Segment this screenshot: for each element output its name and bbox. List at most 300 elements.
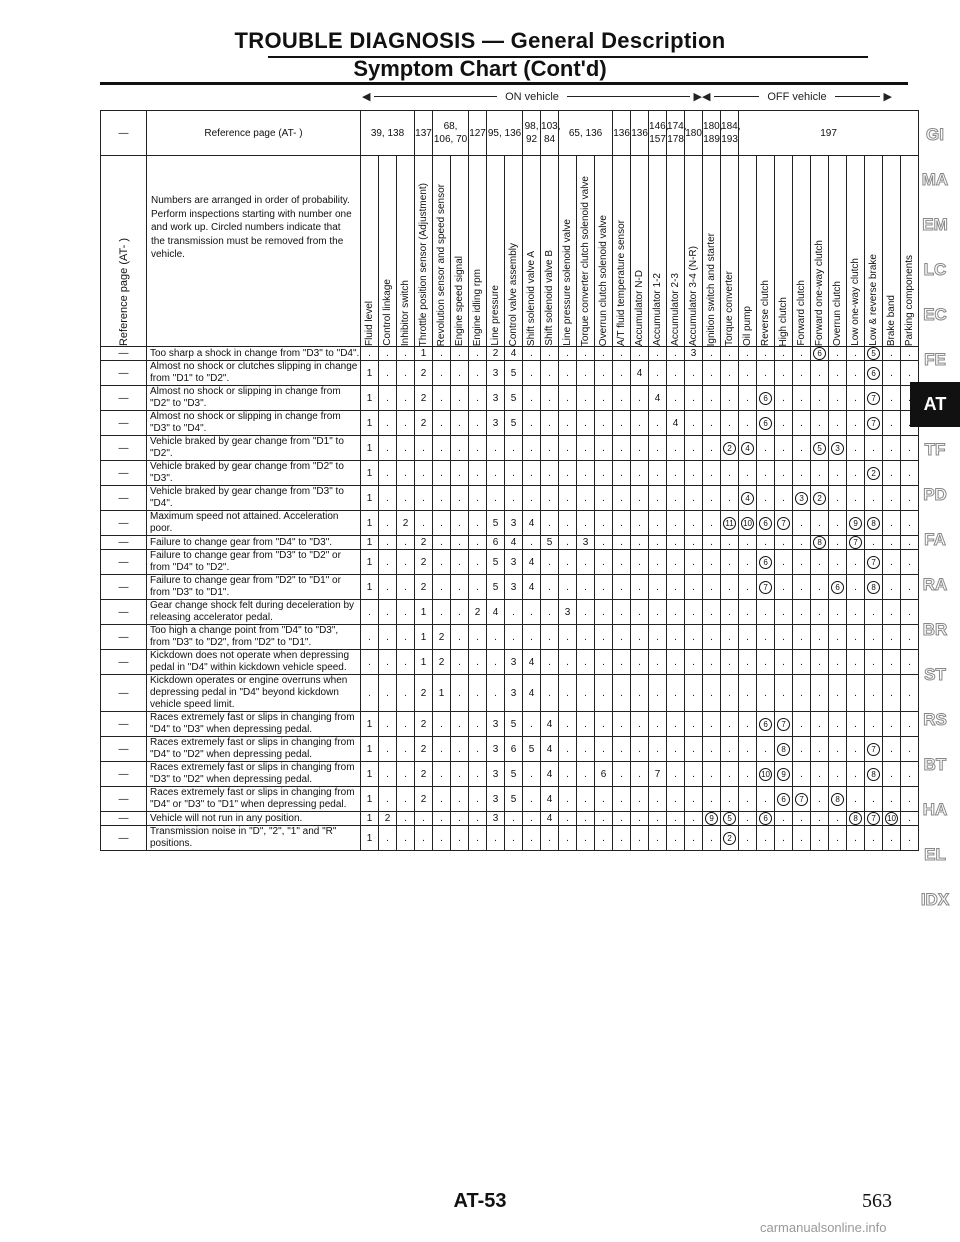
- priority-value: .: [800, 537, 803, 548]
- priority-cell: [451, 826, 469, 851]
- priority-value: 3: [492, 367, 499, 379]
- priority-cell: [829, 361, 847, 386]
- priority-cell: [883, 575, 901, 600]
- circled-priority-cell: [847, 812, 865, 826]
- priority-value: .: [674, 813, 677, 824]
- priority-value: .: [638, 537, 641, 548]
- priority-value: .: [602, 537, 605, 548]
- priority-cell: [847, 737, 865, 762]
- symptom-row: [101, 436, 919, 461]
- priority-cell: [649, 461, 667, 486]
- priority-value: .: [584, 606, 587, 618]
- priority-cell: [829, 536, 847, 550]
- priority-value: .: [908, 367, 911, 379]
- priority-value: .: [602, 832, 605, 844]
- priority-cell: [415, 737, 433, 762]
- priority-value: .: [782, 631, 785, 643]
- priority-value: .: [620, 492, 623, 504]
- priority-value: .: [854, 832, 857, 844]
- priority-value: 2: [420, 581, 427, 593]
- circled-priority-cell: [739, 511, 757, 536]
- priority-value: .: [440, 467, 443, 479]
- priority-value: 8: [777, 743, 790, 756]
- priority-value: .: [674, 718, 677, 730]
- priority-value: .: [566, 517, 569, 529]
- column-header-text: Reverse clutch: [759, 279, 771, 346]
- priority-value: .: [656, 656, 659, 668]
- priority-cell: [667, 386, 685, 411]
- priority-value: .: [458, 743, 461, 755]
- priority-cell: [721, 737, 739, 762]
- priority-cell: [739, 826, 757, 851]
- circled-priority-cell: [793, 787, 811, 812]
- priority-cell: [487, 436, 505, 461]
- priority-cell: [433, 511, 451, 536]
- priority-cell: [469, 386, 487, 411]
- priority-cell: [649, 737, 667, 762]
- symptom-row: [101, 762, 919, 787]
- symptom-row: [101, 347, 919, 361]
- priority-value: .: [584, 768, 587, 780]
- priority-value: .: [674, 467, 677, 479]
- priority-cell: [775, 826, 793, 851]
- priority-cell: [631, 737, 649, 762]
- section-tab-rs[interactable]: RS: [923, 710, 947, 729]
- column-header: [739, 156, 757, 347]
- priority-value: .: [458, 367, 461, 379]
- priority-value: .: [836, 631, 839, 643]
- priority-value: .: [602, 417, 605, 429]
- priority-cell: [397, 737, 415, 762]
- priority-value: .: [476, 656, 479, 668]
- priority-value: .: [818, 793, 821, 805]
- priority-value: 5: [510, 718, 517, 730]
- priority-cell: [559, 486, 577, 511]
- priority-value: .: [656, 832, 659, 844]
- priority-value: .: [764, 631, 767, 643]
- priority-value: .: [692, 743, 695, 755]
- priority-value: 11: [723, 517, 736, 530]
- priority-value: 3: [582, 537, 589, 548]
- priority-cell: [505, 461, 523, 486]
- priority-cell: [541, 536, 559, 550]
- symptom-description: Failure to change gear from "D2" to "D1" or from "D3" to "D1".: [147, 575, 361, 600]
- priority-cell: [505, 787, 523, 812]
- priority-cell: [415, 575, 433, 600]
- priority-cell: [775, 361, 793, 386]
- priority-value: .: [656, 793, 659, 805]
- priority-value: .: [368, 656, 371, 668]
- priority-value: 4: [672, 417, 679, 429]
- priority-value: 3: [492, 718, 499, 730]
- priority-value: 3: [492, 743, 499, 755]
- priority-cell: [883, 386, 901, 411]
- priority-cell: [559, 436, 577, 461]
- priority-value: 5: [492, 517, 499, 529]
- priority-value: 6: [777, 793, 790, 806]
- priority-cell: [541, 625, 559, 650]
- priority-cell: [559, 625, 577, 650]
- priority-cell: [865, 787, 883, 812]
- symptom-description: Kickdown does not operate when depressing pedal in "D4" within kickdown vehicle speed.: [147, 650, 361, 675]
- priority-value: .: [548, 467, 551, 479]
- priority-cell: [397, 712, 415, 737]
- priority-value: .: [602, 606, 605, 618]
- priority-value: .: [710, 832, 713, 844]
- priority-value: .: [908, 718, 911, 730]
- priority-value: .: [764, 348, 767, 359]
- priority-cell: [523, 550, 541, 575]
- priority-value: 2: [492, 348, 499, 359]
- priority-cell: [595, 536, 613, 550]
- section-tab-tf[interactable]: TF: [924, 440, 946, 459]
- priority-cell: [505, 737, 523, 762]
- priority-value: .: [800, 556, 803, 568]
- priority-cell: [505, 712, 523, 737]
- symptom-description: Almost no shock or slipping in change from "D2" to "D3".: [147, 386, 361, 411]
- circled-priority-cell: [721, 826, 739, 851]
- priority-value: .: [746, 793, 749, 805]
- priority-cell: [361, 361, 379, 386]
- priority-cell: [883, 347, 901, 361]
- priority-cell: [415, 411, 433, 436]
- priority-value: .: [692, 442, 695, 454]
- priority-cell: [469, 461, 487, 486]
- column-header-row: [101, 156, 919, 347]
- priority-cell: [865, 712, 883, 737]
- priority-value: 7: [867, 417, 880, 430]
- priority-cell: [649, 411, 667, 436]
- priority-cell: [685, 436, 703, 461]
- priority-cell: [649, 787, 667, 812]
- priority-value: 2: [420, 367, 427, 379]
- priority-value: .: [404, 743, 407, 755]
- priority-value: .: [620, 537, 623, 548]
- section-tab-ha[interactable]: HA: [922, 800, 948, 819]
- priority-cell: [667, 361, 685, 386]
- column-header-text: Shift solenoid valve B: [543, 250, 555, 346]
- priority-value: .: [854, 492, 857, 504]
- section-tab-pd[interactable]: PD: [923, 485, 947, 504]
- priority-value: .: [692, 417, 695, 429]
- priority-value: 1: [366, 718, 373, 730]
- priority-value: .: [872, 718, 875, 730]
- priority-value: .: [728, 656, 731, 668]
- priority-cell: [577, 600, 595, 625]
- priority-value: .: [854, 743, 857, 755]
- priority-cell: [397, 511, 415, 536]
- priority-cell: [469, 675, 487, 712]
- priority-value: .: [620, 832, 623, 844]
- page-number: 563: [862, 1190, 892, 1212]
- priority-cell: [523, 737, 541, 762]
- priority-value: .: [620, 467, 623, 479]
- priority-value: .: [836, 718, 839, 730]
- section-tab-el[interactable]: EL: [924, 845, 946, 864]
- section-tab-lc[interactable]: LC: [923, 260, 947, 279]
- priority-value: .: [890, 492, 893, 504]
- priority-cell: [487, 347, 505, 361]
- priority-value: .: [476, 517, 479, 529]
- priority-value: .: [728, 631, 731, 643]
- priority-cell: [883, 625, 901, 650]
- priority-cell: [721, 650, 739, 675]
- priority-cell: [721, 675, 739, 712]
- circled-priority-cell: [829, 787, 847, 812]
- section-tab-ec[interactable]: EC: [923, 305, 947, 324]
- priority-cell: [757, 536, 775, 550]
- priority-cell: [739, 812, 757, 826]
- priority-value: .: [908, 556, 911, 568]
- priority-value: 6: [492, 537, 499, 548]
- priority-cell: [379, 361, 397, 386]
- column-header: [793, 156, 811, 347]
- priority-value: .: [476, 581, 479, 593]
- priority-cell: [379, 600, 397, 625]
- priority-value: .: [440, 348, 443, 359]
- priority-cell: [685, 461, 703, 486]
- section-tab-fa[interactable]: FA: [924, 530, 946, 549]
- priority-cell: [739, 737, 757, 762]
- priority-cell: [649, 536, 667, 550]
- priority-value: .: [692, 392, 695, 404]
- priority-cell: [739, 536, 757, 550]
- priority-cell: [595, 625, 613, 650]
- symptom-description: Maximum speed not attained. Acceleration poor.: [147, 511, 361, 536]
- priority-value: .: [584, 581, 587, 593]
- priority-value: .: [728, 606, 731, 618]
- priority-value: 1: [366, 392, 373, 404]
- priority-value: 1: [366, 442, 373, 454]
- priority-value: .: [656, 743, 659, 755]
- priority-value: 5: [546, 537, 553, 548]
- priority-cell: [541, 486, 559, 511]
- priority-cell: [649, 386, 667, 411]
- priority-value: .: [854, 631, 857, 643]
- priority-value: 3: [564, 606, 571, 618]
- priority-value: .: [548, 417, 551, 429]
- priority-value: .: [836, 492, 839, 504]
- circled-priority-cell: [757, 411, 775, 436]
- priority-value: .: [818, 417, 821, 429]
- priority-cell: [883, 712, 901, 737]
- priority-cell: [739, 386, 757, 411]
- priority-cell: [379, 787, 397, 812]
- section-tab-em[interactable]: EM: [922, 215, 948, 234]
- priority-value: .: [890, 367, 893, 379]
- priority-value: .: [476, 417, 479, 429]
- priority-cell: [559, 536, 577, 550]
- priority-cell: [811, 737, 829, 762]
- priority-value: 1: [366, 793, 373, 805]
- priority-value: .: [656, 718, 659, 730]
- circled-priority-cell: [865, 347, 883, 361]
- circled-priority-cell: [775, 762, 793, 787]
- priority-cell: [361, 411, 379, 436]
- priority-value: .: [764, 467, 767, 479]
- priority-cell: [451, 787, 469, 812]
- priority-cell: [541, 575, 559, 600]
- section-tab-ma[interactable]: MA: [921, 170, 949, 189]
- circled-priority-cell: [865, 361, 883, 386]
- priority-value: .: [728, 348, 731, 359]
- priority-value: 1: [366, 581, 373, 593]
- column-header: [379, 156, 397, 347]
- circled-priority-cell: [865, 812, 883, 826]
- priority-value: .: [656, 537, 659, 548]
- priority-cell: [883, 826, 901, 851]
- priority-value: .: [728, 537, 731, 548]
- priority-cell: [649, 826, 667, 851]
- priority-value: 4: [528, 687, 535, 699]
- priority-value: .: [674, 537, 677, 548]
- column-header-text: Control linkage: [381, 279, 393, 346]
- priority-cell: [487, 536, 505, 550]
- column-header-text: Torque converter: [723, 270, 735, 346]
- priority-value: .: [620, 687, 623, 699]
- priority-cell: [595, 361, 613, 386]
- priority-cell: [469, 436, 487, 461]
- section-tab-bt[interactable]: BT: [923, 755, 947, 774]
- priority-value: 4: [654, 392, 661, 404]
- priority-cell: [793, 625, 811, 650]
- priority-value: 7: [795, 793, 808, 806]
- priority-cell: [775, 347, 793, 361]
- priority-value: .: [458, 517, 461, 529]
- priority-cell: [685, 361, 703, 386]
- priority-value: .: [782, 492, 785, 504]
- priority-value: .: [422, 467, 425, 479]
- priority-value: .: [404, 581, 407, 593]
- priority-cell: [577, 436, 595, 461]
- priority-value: .: [638, 832, 641, 844]
- priority-value: 7: [867, 812, 880, 825]
- priority-value: .: [476, 537, 479, 548]
- priority-value: .: [692, 656, 695, 668]
- priority-value: .: [692, 367, 695, 379]
- priority-value: .: [548, 492, 551, 504]
- priority-value: 1: [420, 606, 427, 618]
- priority-cell: [541, 511, 559, 536]
- priority-value: .: [656, 467, 659, 479]
- priority-value: .: [746, 656, 749, 668]
- priority-cell: [667, 511, 685, 536]
- row-ref-dash: —: [101, 461, 147, 486]
- priority-value: .: [872, 537, 875, 548]
- priority-value: 6: [813, 347, 826, 360]
- priority-cell: [523, 436, 541, 461]
- priority-cell: [577, 762, 595, 787]
- priority-cell: [433, 436, 451, 461]
- section-tab-fe[interactable]: FE: [924, 350, 946, 369]
- priority-value: 5: [510, 392, 517, 404]
- section-tab-ra[interactable]: RA: [922, 575, 948, 594]
- priority-value: .: [872, 631, 875, 643]
- section-tab-br[interactable]: BR: [922, 620, 948, 639]
- priority-cell: [775, 461, 793, 486]
- priority-value: 9: [777, 768, 790, 781]
- priority-value: 4: [546, 793, 553, 805]
- priority-cell: [379, 762, 397, 787]
- priority-cell: [685, 737, 703, 762]
- priority-cell: [667, 411, 685, 436]
- priority-value: .: [800, 367, 803, 379]
- priority-value: .: [530, 631, 533, 643]
- priority-value: .: [782, 442, 785, 454]
- priority-value: .: [548, 606, 551, 618]
- priority-cell: [577, 675, 595, 712]
- priority-cell: [595, 411, 613, 436]
- column-header: [415, 156, 433, 347]
- column-header: [811, 156, 829, 347]
- priority-value: .: [854, 348, 857, 359]
- off-vehicle-label: OFF vehicle: [767, 90, 827, 103]
- section-tab-st[interactable]: ST: [924, 665, 946, 684]
- priority-cell: [793, 812, 811, 826]
- priority-cell: [523, 486, 541, 511]
- priority-value: .: [674, 581, 677, 593]
- priority-cell: [721, 486, 739, 511]
- priority-cell: [415, 826, 433, 851]
- priority-value: .: [890, 768, 893, 780]
- priority-cell: [847, 650, 865, 675]
- priority-cell: [613, 550, 631, 575]
- priority-cell: [523, 675, 541, 712]
- section-tab-idx[interactable]: IDX: [920, 890, 950, 909]
- priority-value: .: [512, 442, 515, 454]
- priority-cell: [811, 787, 829, 812]
- circled-priority-cell: [721, 812, 739, 826]
- priority-cell: [451, 511, 469, 536]
- priority-cell: [487, 600, 505, 625]
- priority-value: .: [458, 581, 461, 593]
- priority-value: .: [386, 556, 389, 568]
- priority-value: .: [782, 556, 785, 568]
- priority-value: 6: [831, 581, 844, 594]
- priority-cell: [505, 386, 523, 411]
- priority-value: .: [746, 743, 749, 755]
- section-tab-at[interactable]: AT: [910, 382, 960, 427]
- priority-cell: [415, 347, 433, 361]
- priority-cell: [379, 486, 397, 511]
- priority-cell: [379, 812, 397, 826]
- priority-value: .: [728, 687, 731, 699]
- priority-cell: [631, 550, 649, 575]
- priority-cell: [703, 650, 721, 675]
- priority-cell: [721, 347, 739, 361]
- priority-cell: [541, 675, 559, 712]
- priority-value: .: [584, 467, 587, 479]
- priority-cell: [451, 536, 469, 550]
- priority-value: .: [584, 832, 587, 844]
- priority-value: .: [908, 467, 911, 479]
- priority-value: .: [602, 687, 605, 699]
- priority-value: .: [530, 392, 533, 404]
- priority-value: .: [620, 392, 623, 404]
- priority-value: 3: [492, 813, 499, 824]
- priority-value: .: [836, 687, 839, 699]
- priority-value: .: [818, 743, 821, 755]
- priority-value: .: [584, 743, 587, 755]
- priority-cell: [721, 411, 739, 436]
- section-tab-gi[interactable]: GI: [926, 125, 944, 144]
- circled-priority-cell: [829, 575, 847, 600]
- priority-cell: [649, 712, 667, 737]
- priority-value: .: [854, 793, 857, 805]
- priority-cell: [631, 486, 649, 511]
- priority-value: .: [530, 813, 533, 824]
- ref-page-cell: 95, 136: [487, 111, 523, 156]
